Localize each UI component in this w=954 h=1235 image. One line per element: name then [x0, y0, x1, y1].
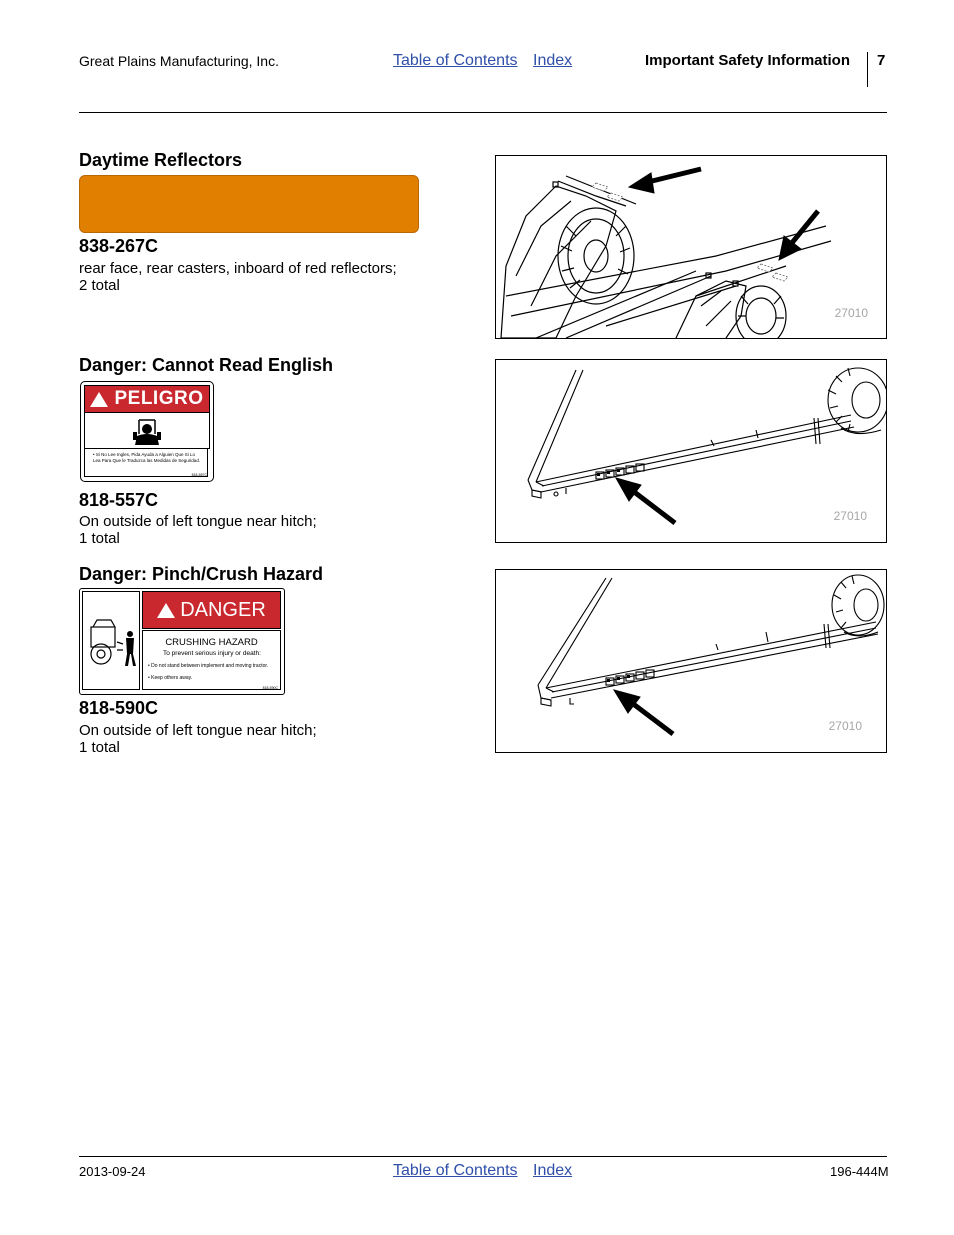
- decal-danger-header: [142, 591, 281, 629]
- person-reading-icon: [85, 412, 209, 448]
- decal-danger-pictogram: [82, 591, 140, 690]
- figure-number-3: 27010: [828, 719, 862, 733]
- decal-danger-title: DANGER: [180, 598, 266, 621]
- figure-number-2: 27010: [833, 509, 867, 523]
- part-number-818-590c: 818-590C: [79, 698, 159, 718]
- location-text: rear face, rear casters, inboard of red reflectors;: [79, 260, 397, 277]
- tongue-illustration-1: [496, 360, 886, 542]
- machine-rear-illustration: [496, 156, 886, 338]
- quantity-text: 1 total: [79, 530, 120, 547]
- decal-peligro-text: • Si No Lee Ingles, Pida Ayuda a Alguien Que Si Lo Lea Para Que le Traduzca las Medidas de Seguridad.: [84, 449, 208, 477]
- description-818-590c: [79, 722, 439, 756]
- footer-doc-number: 196-444M: [830, 1164, 889, 1179]
- section-title: Important Safety Information: [645, 52, 851, 69]
- description-838-267c: [79, 260, 439, 294]
- toc-link-footer[interactable]: Table of Contents: [393, 1162, 518, 1179]
- figure-tongue-decal-danger: [495, 569, 887, 753]
- decal-peligro: [80, 381, 214, 482]
- header-rule: [79, 112, 887, 113]
- company-name: Great Plains Manufacturing, Inc.: [79, 53, 279, 69]
- crushing-hazard-icon: [83, 592, 141, 691]
- footer-rule: [79, 1156, 887, 1157]
- quantity-text: 2 total: [79, 277, 120, 294]
- decal-peligro-header: [84, 385, 210, 413]
- section-heading-daytime-reflectors: Daytime Reflectors: [79, 150, 243, 170]
- index-link-header[interactable]: Index: [533, 52, 573, 69]
- part-number-838-267c: 838-267C: [79, 236, 159, 256]
- toc-link-header[interactable]: Table of Contents: [393, 52, 518, 69]
- tongue-illustration-2: [496, 570, 886, 752]
- part-number-818-557c: 818-557C: [79, 490, 159, 510]
- reflector-color-swatch: [79, 175, 419, 233]
- footer-date: 2013-09-24: [79, 1164, 146, 1179]
- decal-danger-crushing: [79, 588, 285, 695]
- figure-reflector-locations: [495, 155, 887, 339]
- decal-danger-body: [142, 630, 281, 690]
- decal-hazard-type: CRUSHING HAZARD: [165, 637, 258, 648]
- page-number: 7: [877, 52, 886, 69]
- location-text: On outside of left tongue near hitch;: [79, 513, 317, 530]
- header-divider: [867, 52, 868, 87]
- warning-triangle-icon: [157, 603, 175, 618]
- index-link-footer[interactable]: Index: [533, 1162, 573, 1179]
- figure-tongue-decal-peligro: [495, 359, 887, 543]
- decal-bullet-1: • Do not stand between implement and moving tractor.: [148, 663, 269, 669]
- section-heading-cannot-read-english: Danger: Cannot Read English: [79, 355, 334, 375]
- warning-triangle-icon: [90, 392, 108, 407]
- section-heading-pinch-crush-hazard: Danger: Pinch/Crush Hazard: [79, 564, 324, 584]
- decal-peligro-pictogram: [84, 412, 210, 449]
- quantity-text: 1 total: [79, 739, 120, 756]
- decal-peligro-title: PELIGRO: [114, 388, 204, 409]
- decal-bullet-2: • Keep others away.: [148, 675, 193, 681]
- description-818-557c: [79, 513, 439, 547]
- decal-peligro-code: 818-557C: [191, 473, 207, 477]
- decal-danger-code: 818-590C: [262, 686, 278, 690]
- decal-lead-text: To prevent serious injury or death:: [163, 650, 261, 657]
- figure-number-1: 27010: [834, 306, 868, 320]
- location-text: On outside of left tongue near hitch;: [79, 722, 317, 739]
